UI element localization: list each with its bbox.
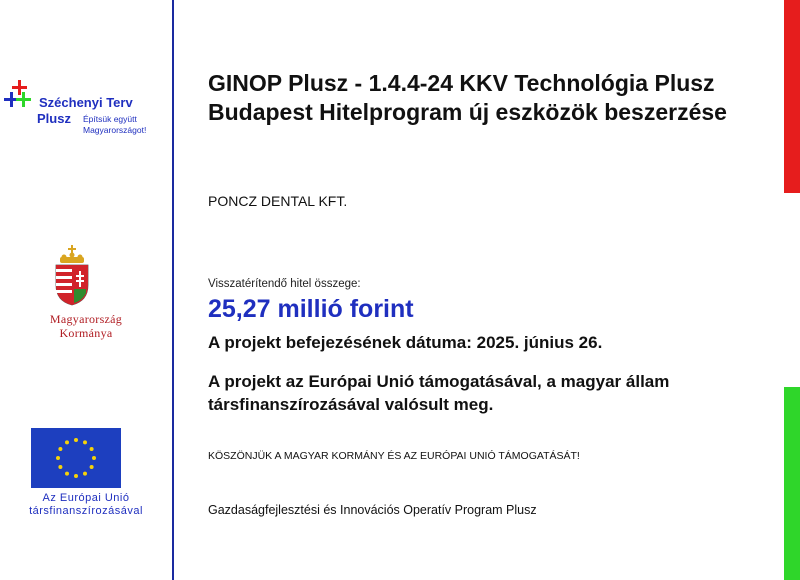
szechenyi-slogan-line1: Építsük együtt (83, 114, 137, 124)
szechenyi-slogan-line2: Magyarországot! (83, 125, 147, 135)
vertical-divider (172, 0, 174, 580)
szechenyi-plusz: Plusz (37, 111, 71, 126)
government-line1: Magyarország (49, 312, 123, 326)
government-text (12, 312, 160, 340)
thanks-statement: KÖSZÖNJÜK A MAGYAR KORMÁNY ÉS AZ EURÓPAI UNIÓ TÁMOGATÁSÁT! (208, 450, 580, 462)
project-title: GINOP Plusz - 1.4.4-24 KKV Technológia Plusz Budapest Hitelprogram új eszközök beszerzése (208, 70, 727, 125)
eu-flag-icon (31, 428, 121, 488)
szechenyi-title: Széchenyi Terv (39, 95, 133, 110)
eu-line1: Az Európai Unió (42, 492, 130, 504)
program-name: Gazdaságfejlesztési és Innovációs Operatív Program Plusz (208, 503, 537, 517)
szechenyi-cross-icon (4, 78, 38, 118)
eu-text (4, 492, 168, 518)
coat-of-arms-icon (52, 245, 92, 307)
government-line2: Kormánya (59, 326, 113, 340)
support-statement: A projekt az Európai Unió támogatásával, a magyar állam társfinanszírozásával valósult meg. (208, 372, 670, 414)
szechenyi-logo (4, 78, 169, 138)
szechenyi-slogan (83, 114, 173, 136)
eu-line2: társfinanszírozásával (29, 505, 143, 517)
company-name: PONCZ DENTAL KFT. (208, 193, 348, 209)
flag-stripe-green (784, 387, 800, 580)
flag-stripe-red (784, 0, 800, 193)
project-end-date: A projekt befejezésének dátuma: 2025. június 26. (208, 333, 603, 352)
loan-amount: 25,27 millió forint (208, 295, 414, 323)
loan-label: Visszatérítendő hitel összege: (208, 278, 361, 290)
flag-stripe-white (784, 193, 800, 387)
